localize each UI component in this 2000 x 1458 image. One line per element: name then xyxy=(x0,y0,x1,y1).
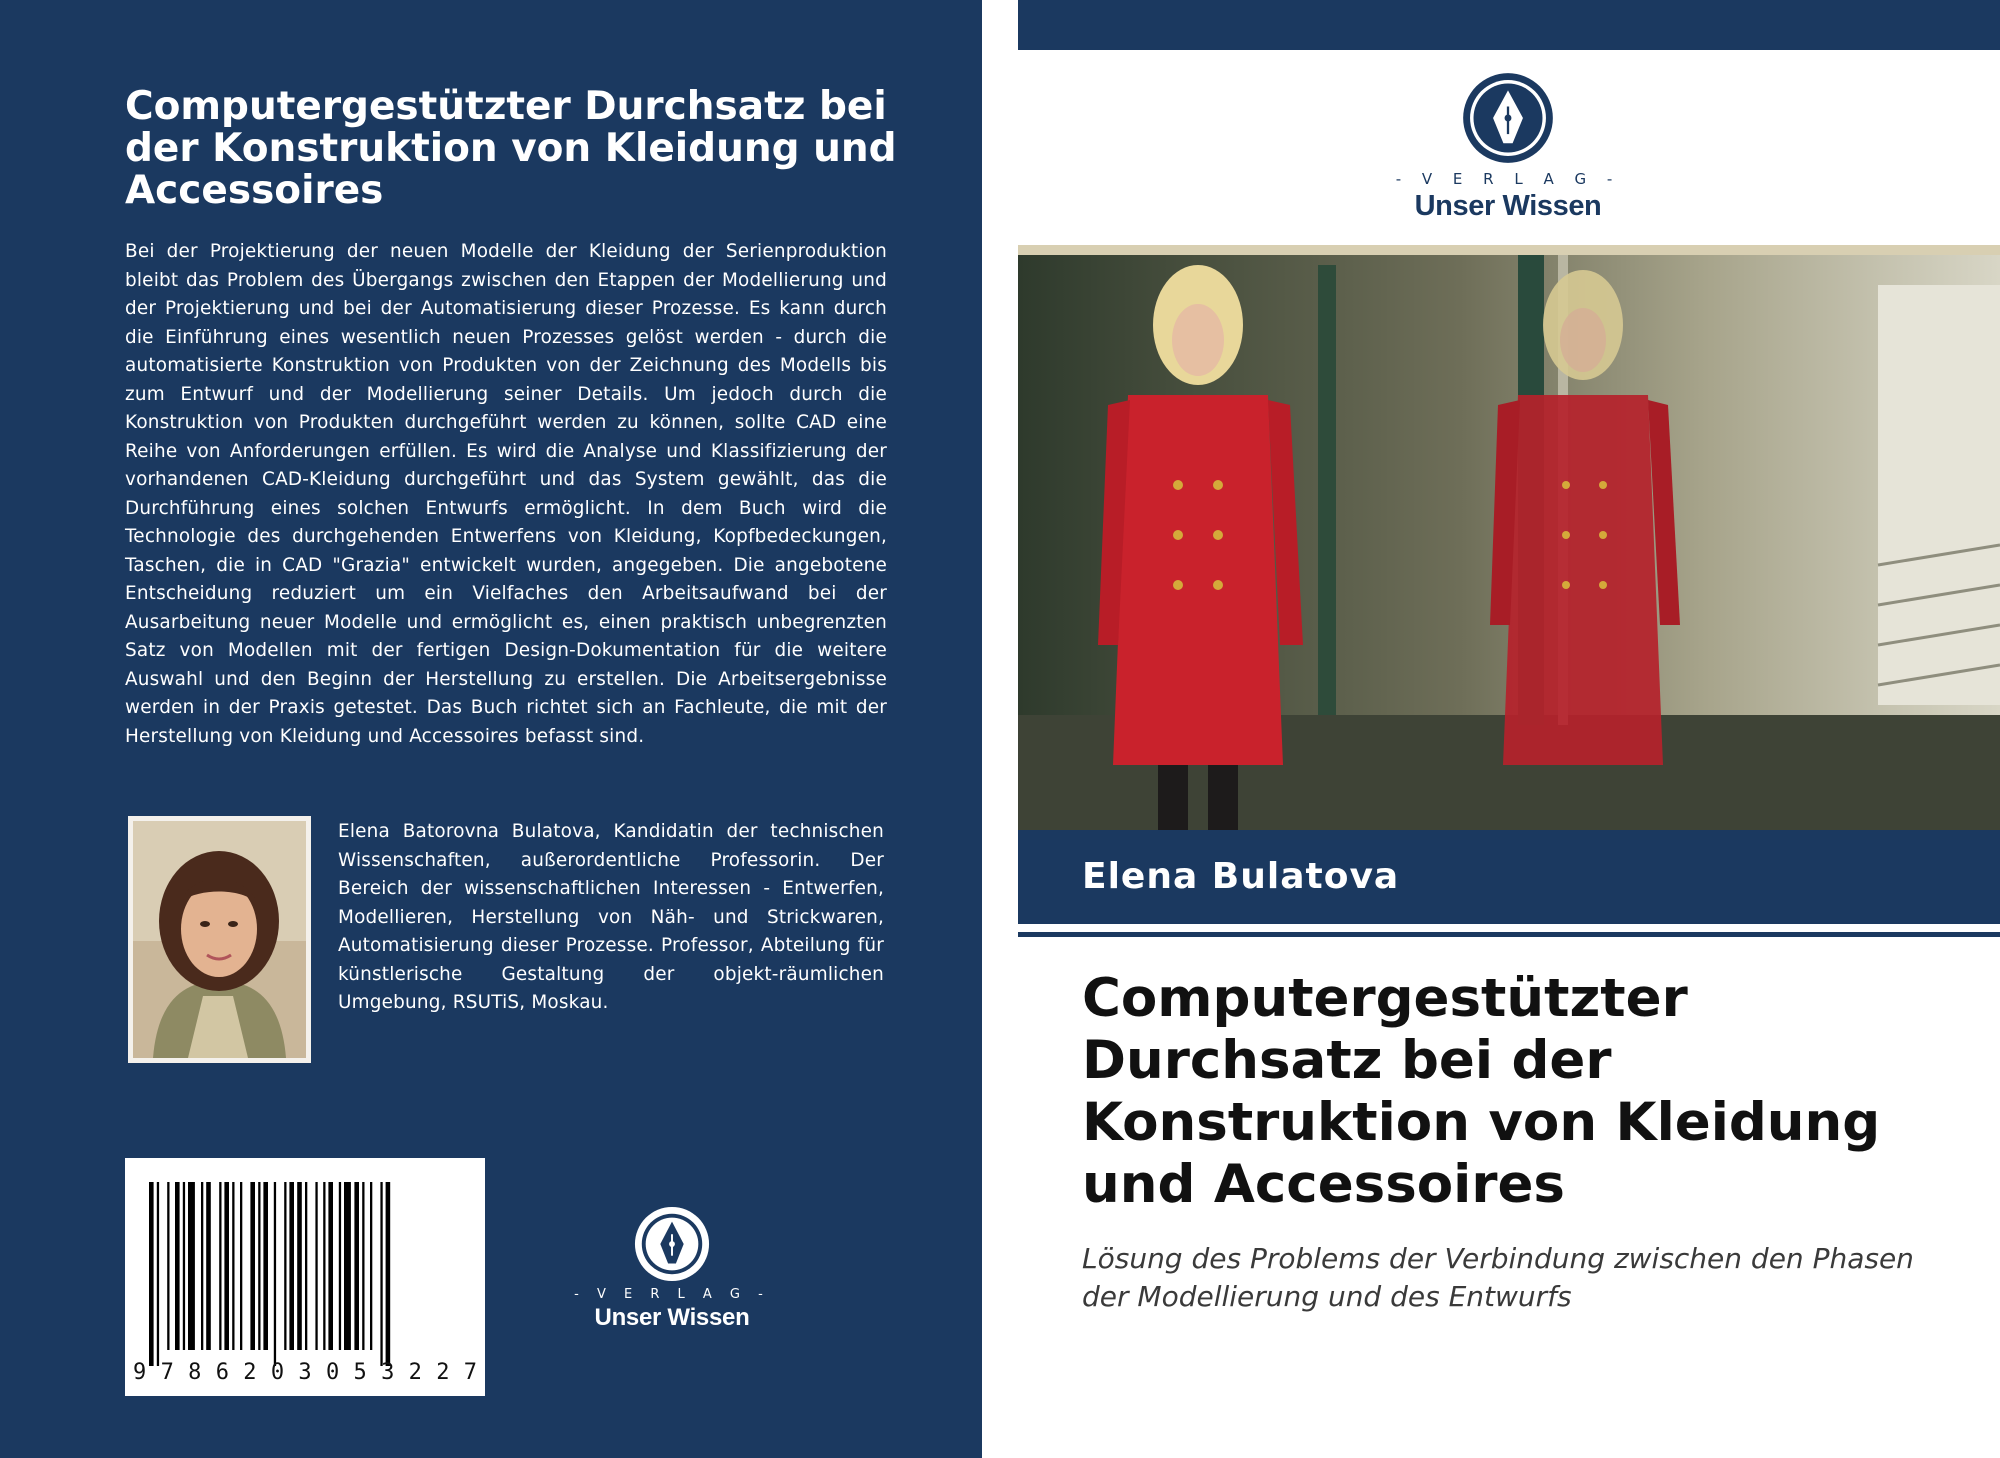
barcode-bar xyxy=(328,1182,333,1350)
barcode-bar xyxy=(263,1182,268,1350)
barcode-bar xyxy=(289,1182,294,1350)
barcode-bar xyxy=(386,1182,391,1366)
front-cover xyxy=(1018,0,2000,1458)
fountain-pen-nib-icon xyxy=(1462,72,1554,164)
barcode-digit: 0 xyxy=(325,1360,340,1385)
barcode-bar xyxy=(344,1182,351,1350)
publisher-brand-name: Unser Wissen xyxy=(1414,190,1602,222)
barcode-digit: 3 xyxy=(381,1360,395,1385)
spine-gap xyxy=(982,0,1018,1458)
barcode-bar xyxy=(315,1182,317,1350)
barcode-bar xyxy=(240,1182,242,1350)
barcode-bar xyxy=(167,1182,169,1350)
barcode-digit: 2 xyxy=(243,1360,257,1385)
back-cover-title: Computergestützter Durchsatz bei der Konstruktion von Kleidung und Accessoires xyxy=(125,84,897,213)
author-portrait-image xyxy=(128,816,311,1063)
barcode-bar xyxy=(339,1182,341,1350)
barcode-bar xyxy=(323,1182,325,1350)
barcode-bar xyxy=(188,1182,195,1350)
author-band xyxy=(1018,830,2000,924)
barcode-digit: 8 xyxy=(188,1360,202,1385)
barcode-bar xyxy=(206,1182,211,1350)
barcode-digit: 2 xyxy=(408,1360,422,1385)
book-title: Computergestützter Durchsatz bei der Konstruktion von Kleidung und Accessoires xyxy=(1082,968,1881,1215)
author-name: Elena Bulatova xyxy=(1082,856,1400,897)
barcode-digit: 3 xyxy=(298,1360,312,1385)
book-subtitle: Lösung des Problems der Verbindung zwischen den Phasen der Modellierung und des Entwurfs xyxy=(1082,1242,1914,1313)
fountain-pen-nib-icon xyxy=(633,1205,711,1283)
barcode-bar xyxy=(258,1182,260,1350)
publisher-brand-name: Unser Wissen xyxy=(594,1304,750,1331)
barcode-bar xyxy=(224,1182,229,1350)
barcode-digit: 7 xyxy=(463,1360,477,1385)
barcode-bar xyxy=(201,1182,203,1350)
barcode-digit: 2 xyxy=(436,1360,450,1385)
barcode-bar xyxy=(370,1182,372,1350)
back-cover xyxy=(0,0,982,1458)
barcode-bar xyxy=(149,1182,154,1366)
publisher-verlag-label: - V E R L A G - xyxy=(574,1287,770,1302)
barcode-digit: 9 xyxy=(133,1360,147,1385)
barcode-bar xyxy=(380,1182,382,1366)
publisher-verlag-label: - V E R L A G - xyxy=(1395,170,1621,188)
barcode-bar xyxy=(305,1182,307,1350)
barcode-digit: 5 xyxy=(353,1360,367,1385)
barcode-bar xyxy=(219,1182,221,1350)
barcode-bar xyxy=(157,1182,159,1366)
publisher-logo-back xyxy=(572,1205,772,1335)
barcode-bar xyxy=(232,1182,234,1350)
barcode-digit: 7 xyxy=(160,1360,174,1385)
barcode-bars xyxy=(147,1182,465,1366)
barcode-digit: 0 xyxy=(270,1360,285,1385)
barcode-bar xyxy=(284,1182,286,1350)
divider-line xyxy=(1018,932,2000,937)
barcode-bar xyxy=(183,1182,185,1350)
back-cover-description: Bei der Projektierung der neuen Modelle der Kleidung der Serienproduktion bleibt das Problem des Übergangs zwischen den Etappen der Modellierung und der Projektierung und bei der Automatisierung dieser Prozesse. Es kann durch die Einführung eines wesentlich neuen Prozesses gelöst werden - durch die automatisierte Konstruktion von Produkten von der Zeichnung des Modells bis zum Entwurf und der Modellierung seiner Details. Um jedoch durch die Konstruktion von Produkten durchgeführt werden zu können, sollte CAD eine Reihe von Anforderungen erfüllen. Es wird die Analyse und Klassifizierung der vorhandenen CAD-Kleidung durchgeführt und das System gewählt, das die Durchführung eines solchen Entwurfs ermöglicht. In dem Buch wird die Technologie des durchgehenden Entwerfens von Kleidung, Kopfbedeckungen, Taschen, die in CAD "Grazia" entwickelt wurden, angegeben. Die angebotene Entscheidung reduziert um ein Vielfaches den Arbeitsaufwand bei der Ausarbeitung neuer Modelle und ermöglicht es, einen praktisch unbegrenzten Satz von Modellen mit der fertigen Design-Dokumentation für die weitere Auswahl und den Beginn der Herstellung zu erstellen. Die Arbeitsergebnisse werden in der Praxis getestet. Das Buch richtet sich an Fachleute, die mit der Herstellung von Kleidung und Accessoires befasst sind. xyxy=(125,241,887,747)
cover-photograph xyxy=(1018,245,2000,830)
barcode-digit: 6 xyxy=(215,1360,229,1385)
barcode-bar xyxy=(175,1182,180,1350)
front-top-bar xyxy=(1018,0,2000,50)
barcode-bar xyxy=(250,1182,255,1350)
barcode-digits xyxy=(133,1360,477,1385)
barcode-bar xyxy=(362,1182,364,1350)
author-biography: Elena Batorovna Bulatova, Kandidatin der technischen Wissenschaften, außerordentliche Professorin. Der Bereich der wissenschaftlichen Interessen - Entwerfen, Modellieren, Herstellung von Näh- und Strickwaren, Automatisierung dieser Prozesse. Professor, Abteilung für künstlerische Gestaltung der objekt-räumlichen Umgebung, RSUTiS, Moskau. xyxy=(338,821,884,1013)
barcode-bar xyxy=(274,1182,276,1366)
barcode-bar xyxy=(354,1182,359,1350)
barcode-bar xyxy=(297,1182,302,1350)
isbn-barcode xyxy=(125,1158,485,1396)
publisher-logo-front xyxy=(1388,72,1628,222)
